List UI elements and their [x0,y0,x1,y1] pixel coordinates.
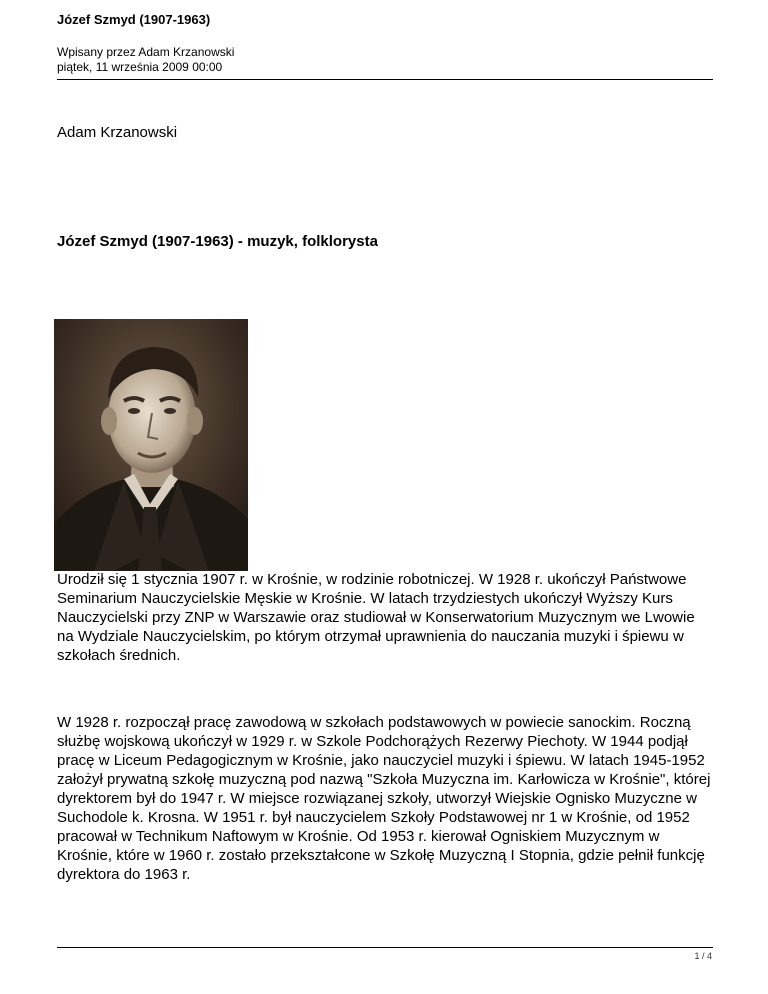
page-number: 1 / 4 [694,951,712,961]
footer-divider [57,947,713,948]
article-title: Józef Szmyd (1907-1963) - muzyk, folklorysta [57,233,378,250]
portrait-photo [54,319,248,571]
paragraph-biography-1: Urodził się 1 stycznia 1907 r. w Krośnie, w rodzinie robotniczej. W 1928 r. ukończył Państwowe Seminarium Nauczycielskie Męskie w Krośnie. W latach trzydziestych ukończył Wyższy Kurs Nauczycielski przy ZNP w Warszawie oraz studiował w Konserwatorium Muzycznym we Lwowie na Wydziale Nauczycielskim, po którym otrzymał uprawnienia do nauczania muzyki i śpiewu w szkołach średnich. [57,571,695,664]
header-title: Józef Szmyd (1907-1963) [57,12,211,27]
meta-date: piątek, 11 września 2009 00:00 [57,60,223,74]
article-author: Adam Krzanowski [57,124,178,141]
header-meta [57,45,234,75]
header-divider [57,79,713,80]
meta-author: Wpisany przez Adam Krzanowski [57,45,235,59]
paragraph-biography-2: W 1928 r. rozpoczął pracę zawodową w szkołach podstawowych w powiecie sanockim. Roczną służbę wojskową ukończył w 1929 r. w Szkole Podchorążych Rezerwy Piechoty. W 1944 podjął pracę w Liceum Pedagogicznym w Krośnie, jako nauczyciel muzyki i śpiewu. W latach 1945-1952 założył prywatną szkołę muzyczną pod nazwą "Szkoła Muzyczna im. Karłowicza w Krośnie", której dyrektorem był do 1947 r. W miejsce rozwiązanej szkoły, utworzył Wiejskie Ognisko Muzyczne w Suchodole k. Krosna. W 1951 r. był nauczycielem Szkoły Podstawowej nr 1 w Krośnie, od 1952 pracował w Technikum Naftowym w Krośnie. Od 1953 r. kierował Ogniskiem Muzycznym w Krośnie, które w 1960 r. zostało przekształcone w Szkołę Muzyczną I Stopnia, gdzie pełnił funkcję dyrektora do 1963 r. [57,714,711,883]
